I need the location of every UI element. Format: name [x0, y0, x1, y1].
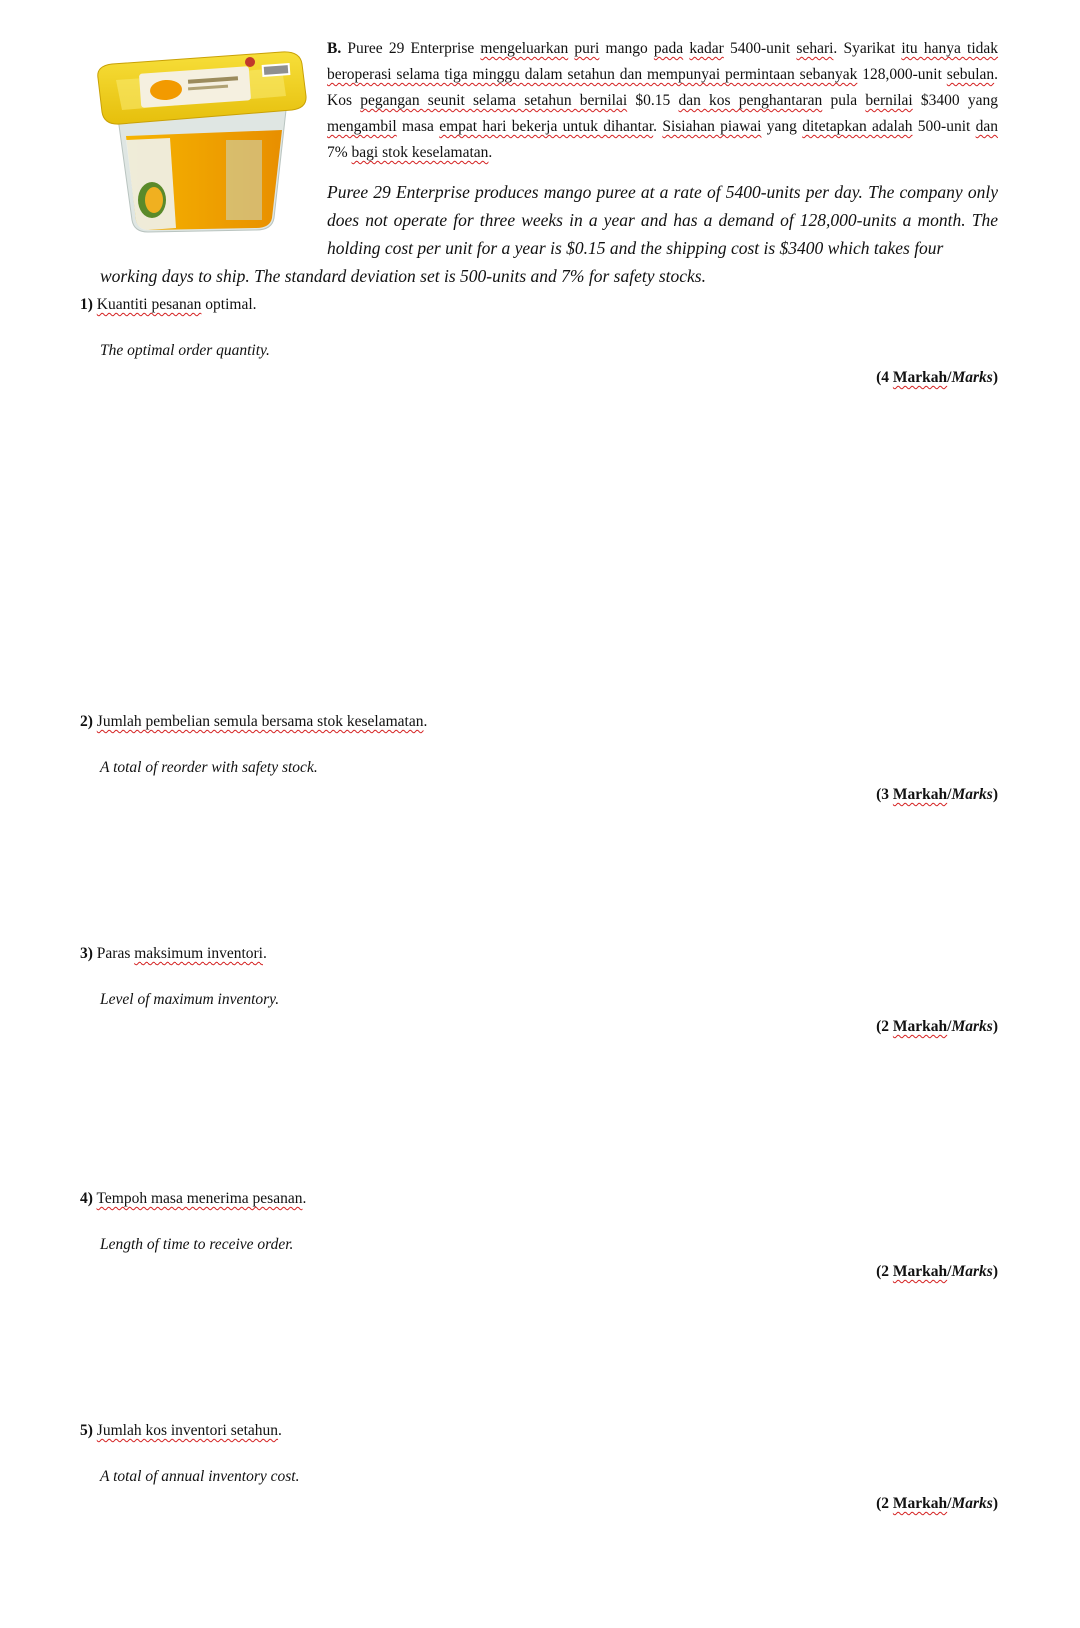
question-2-marks: (3 Markah/Marks) — [876, 786, 998, 803]
intro-text-segment: $3400 yang — [912, 92, 999, 109]
spellcheck-flagged-text: bagi stok keselamatan — [351, 144, 489, 161]
intro-text-segment: . — [488, 144, 493, 161]
question-3-english: Level of maximum inventory. — [100, 991, 280, 1008]
intro-text-segment: Puree 29 Enterprise — [341, 40, 481, 57]
question-4-english: Length of time to receive order. — [100, 1236, 294, 1253]
spellcheck-flagged-text: bernilai — [865, 92, 913, 109]
question-1-english: The optimal order quantity. — [100, 342, 270, 359]
intro-text-segment: 7% — [327, 144, 352, 161]
spellcheck-flagged-text: Sisiahan piawai — [662, 118, 762, 135]
spellcheck-flagged-text: mengambil — [327, 118, 397, 135]
intro-text-segment: 5400-unit — [723, 40, 797, 57]
intro-text-segment: mango — [599, 40, 654, 57]
intro-text-segment: 128,000-unit — [857, 66, 947, 83]
spellcheck-flagged-text: mengeluarkan — [480, 40, 569, 57]
mango-puree-tub-image — [96, 40, 308, 236]
intro-text-segment: . Kos — [327, 66, 999, 109]
intro-text-segment: . — [653, 118, 663, 135]
question-4-malay: 4) Tempoh masa menerima pesanan. — [80, 1190, 307, 1207]
spellcheck-flagged-text: dan — [975, 118, 998, 135]
question-2-english: A total of reorder with safety stock. — [100, 759, 318, 776]
intro-english-paragraph: Puree 29 Enterprise produces mango puree at a rate of 5400-units per day. The company only does not operate for three weeks in a year and has a demand of 128,000-units a month. The holding cost per unit for a year is $0.15 and the shipping cost is $3400 which takes four — [327, 182, 998, 258]
spellcheck-flagged-text: puri — [574, 40, 600, 57]
spellcheck-flagged-text: itu hanya tidak beroperasi selama tiga minggu dalam setahun dan mempunyai permintaan sebanyak — [327, 40, 999, 83]
intro-text-segment: $0.15 — [627, 92, 679, 109]
spellcheck-flagged-text: ditetapkan adalah — [802, 118, 913, 135]
question-5-marks: (2 Markah/Marks) — [876, 1495, 998, 1512]
intro-text-segment: 500-unit — [912, 118, 976, 135]
question-1-malay: 1) Kuantiti pesanan optimal. — [80, 296, 257, 313]
question-5-english: A total of annual inventory cost. — [100, 1468, 300, 1485]
question-3-marks: (2 Markah/Marks) — [876, 1018, 998, 1035]
intro-text-segment: yang — [761, 118, 803, 135]
intro-text-segment: . Syarikat — [833, 40, 902, 57]
intro-text-segment: pula — [822, 92, 866, 109]
spellcheck-flagged-text: pegangan seunit selama setahun bernilai — [360, 92, 628, 109]
question-5-malay: 5) Jumlah kos inventori setahun. — [80, 1422, 282, 1439]
question-4-marks: (2 Markah/Marks) — [876, 1263, 998, 1280]
intro-text-segment: masa — [396, 118, 440, 135]
spellcheck-flagged-text: sebulan — [946, 66, 995, 83]
spellcheck-flagged-text: dan kos penghantaran — [678, 92, 823, 109]
section-label: B. — [327, 40, 342, 57]
spellcheck-flagged-text: pada — [653, 40, 684, 57]
intro-malay-paragraph — [327, 36, 998, 166]
intro-malay-text — [327, 40, 998, 161]
question-1-marks: (4 Markah/Marks) — [876, 369, 998, 386]
spellcheck-flagged-text: kadar — [689, 40, 724, 57]
question-3-malay: 3) Paras maksimum inventori. — [80, 945, 267, 962]
spellcheck-flagged-text: empat hari bekerja untuk dihantar — [439, 118, 654, 135]
intro-english-paragraph-continued: working days to ship. The standard deviation set is 500-units and 7% for safety stocks. — [100, 266, 706, 286]
spellcheck-flagged-text: sehari — [796, 40, 834, 57]
question-2-malay: 2) Jumlah pembelian semula bersama stok keselamatan. — [80, 713, 428, 730]
